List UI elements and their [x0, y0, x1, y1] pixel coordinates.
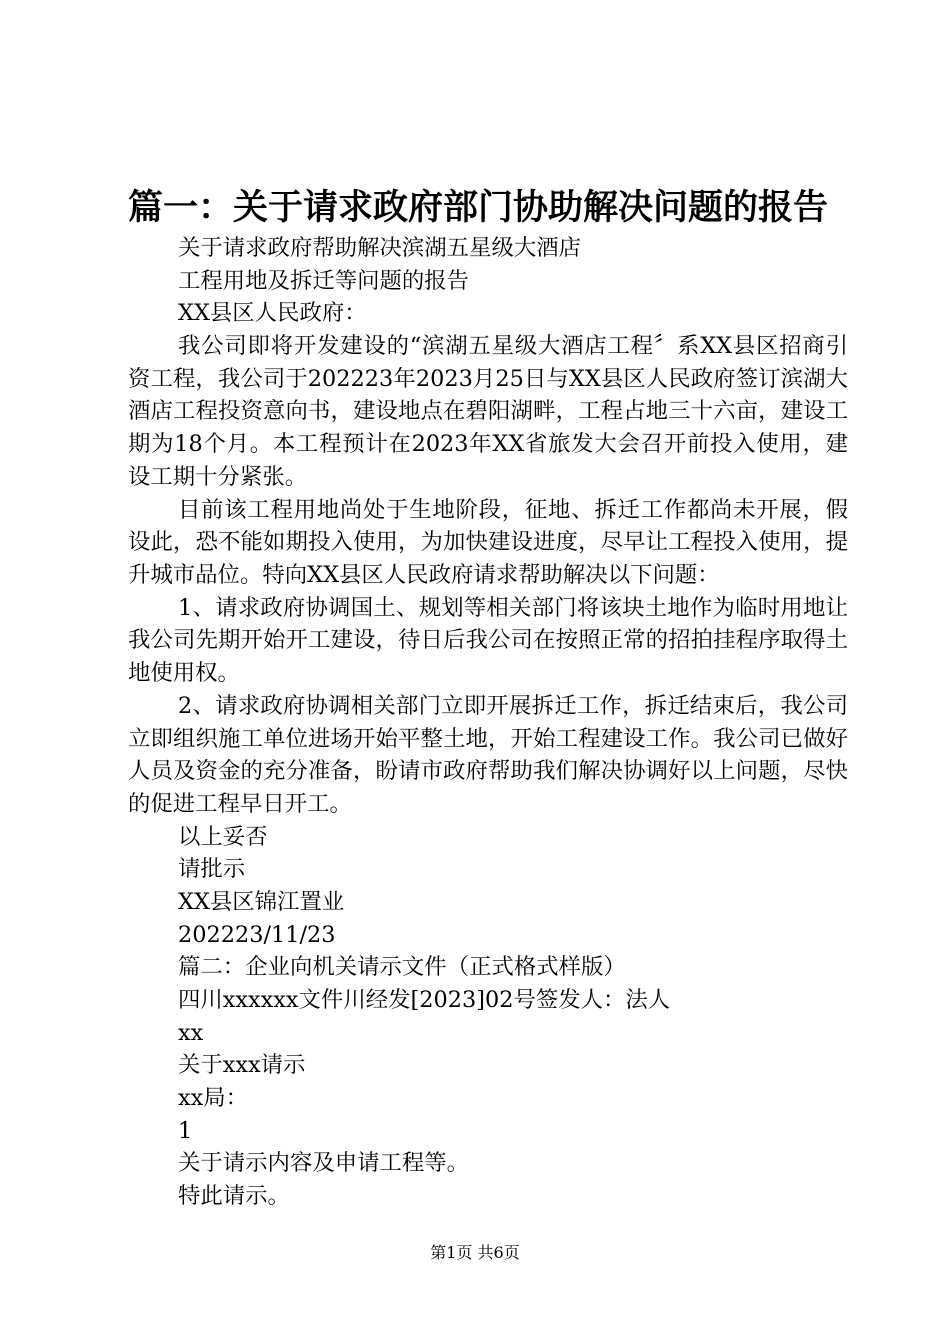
part-two-subject: 关于xxx请示	[178, 1052, 306, 1079]
part-two-number: 1	[178, 1117, 193, 1144]
document-body	[128, 232, 848, 1213]
paragraph-current-status: 目前该工程用地尚处于生地阶段，征地、拆迁工作都尚未开展，假设此，恐不能如期投入使用，为加快建设进度，尽早让工程投入使用，提升城市品位。特向XX县区人民政府请求帮助解决以下问题：	[128, 496, 848, 588]
document-title: 篇一：关于请求政府部门协助解决问题的报告	[128, 188, 829, 228]
part-two-signer: xx	[178, 1019, 204, 1046]
signature: XX县区锦江置业	[178, 888, 345, 915]
part-two-heading: 篇二：企业向机关请示文件（正式格式样版）	[178, 954, 626, 981]
part-two-content: 关于请示内容及申请工程等。	[178, 1150, 470, 1177]
report-subtitle-line-2: 工程用地及拆迁等问题的报告	[178, 267, 470, 294]
paragraph-request-2: 2、请求政府协调相关部门立即开展拆迁工作，拆迁结束后，我公司立即组织施工单位进场开始平整土地，开始工程建设工作。我公司已做好人员及资金的充分准备，盼请市政府帮助我们解决协调好以上问题，尽快的促进工程早日开工。	[128, 692, 848, 817]
paragraph-project-intro: 我公司即将开发建设的“滨湖五星级大酒店工程〞系XX县区招商引资工程，我公司于202223年2023月25日与XX县区人民政府签订滨湖大酒店工程投资意向书，建设地点在碧阳湖畔，工程占地三十六亩，建设工期为18个月。本工程预计在2023年XX省旅发大会召开前投入使用，建设工期十分紧张。	[128, 333, 848, 490]
part-two-doc-header: 四川xxxxxx文件川经发[2023]02号签发人：法人	[178, 987, 671, 1014]
part-two-recipient: xx局：	[178, 1085, 249, 1112]
part-two-ending: 特此请示。	[178, 1183, 290, 1210]
report-subtitle-line-1: 关于请求政府帮助解决滨湖五星级大酒店	[178, 235, 582, 261]
closing-line-2: 请批示	[178, 856, 246, 883]
paragraph-request-1: 1、请求政府协调国土、规划等相关部门将该块土地作为临时用地让我公司先期开始开工建设，待日后我公司在按照正常的招拍挂程序取得土地使用权。	[128, 594, 848, 687]
salutation: XX县区人民政府：	[178, 300, 367, 327]
closing-line-1: 以上妥否	[178, 823, 268, 850]
page-footer: 第1页 共6页	[430, 1243, 520, 1262]
date: 202223/11/23	[178, 921, 336, 948]
